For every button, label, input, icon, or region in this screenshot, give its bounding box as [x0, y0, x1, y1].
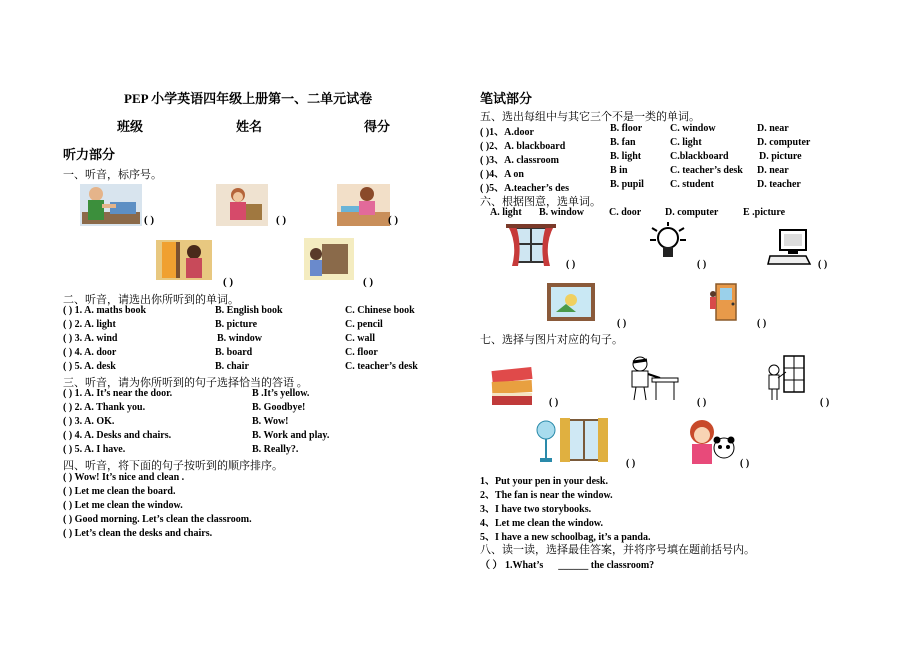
storybooks-picture [488, 363, 536, 407]
answer-paren[interactable]: ( ) [63, 514, 73, 525]
exam-title: PEP 小学英语四年级上册第一、二单元试卷 [124, 91, 373, 106]
section3-heading: 三、听音，请为你所听到的句子选择恰当的答语 。 [63, 377, 308, 389]
option-d: D. computer [757, 137, 811, 148]
option-a: A.door [504, 127, 534, 138]
question-row [63, 305, 146, 316]
question-row [480, 179, 569, 194]
option-b: B. Wow! [252, 416, 289, 427]
option-b: B in [610, 165, 628, 176]
sentence-text: Let me clean the board. [74, 486, 176, 497]
s6-answer-paren[interactable]: ( ) [697, 259, 707, 270]
option-b: B. English book [215, 305, 283, 316]
option-d: D. near [757, 123, 789, 134]
fill-blank[interactable]: ______ [558, 560, 589, 571]
s7-answer-paren[interactable]: ( ) [549, 397, 559, 408]
option-d: D. picture [759, 151, 802, 162]
section4-heading: 四、听音，将下面的句子按听到的顺序排序。 [63, 460, 283, 472]
question-number: 3、 [489, 155, 505, 166]
option-a: A on [504, 169, 524, 180]
question-row [63, 388, 172, 399]
question-number: 2. [74, 319, 83, 330]
answer-paren[interactable]: ( ) [63, 361, 73, 372]
s6-option: A. light [490, 207, 522, 218]
question-number: 2、 [489, 141, 505, 152]
option-a: A. door [84, 347, 117, 358]
question-number: 3. [74, 333, 83, 344]
answer-paren[interactable]: ( ) [63, 430, 73, 441]
question-number: 1、 [489, 127, 505, 138]
s6-option: E .picture [743, 207, 786, 218]
sentence-text: Good morning. Let’s clean the classroom. [74, 514, 252, 525]
question-row [480, 165, 524, 180]
girl-with-bag-picture [216, 184, 268, 226]
question-start: 1.What’s [505, 560, 544, 571]
cleaning-window-icon [764, 354, 806, 402]
question-row [63, 333, 117, 344]
answer-paren[interactable]: ( ) [63, 319, 73, 330]
sentence-row [63, 514, 252, 525]
option-a: A. Desks and chairs. [84, 430, 172, 441]
s1-answer-paren[interactable]: ( ) [363, 276, 374, 288]
name-label: 姓名 [236, 119, 263, 134]
option-b: B. light [610, 151, 642, 162]
option-a: A. classroom [504, 155, 559, 166]
s6-answer-paren[interactable]: ( ) [566, 259, 576, 270]
sentence-row [63, 500, 183, 511]
girl-with-panda-bag-picture [680, 418, 736, 466]
answer-paren[interactable]: ( ) [480, 155, 490, 166]
s6-answer-paren[interactable]: ( ) [757, 318, 767, 329]
question-row [63, 361, 116, 372]
fan-and-window-picture [530, 414, 610, 464]
window-picture [506, 224, 556, 268]
s6-option: B. window [539, 207, 585, 218]
option-c: C. student [670, 179, 714, 190]
girl-at-door-picture [156, 240, 212, 280]
answer-paren[interactable]: ( ) [480, 141, 490, 152]
sentence-item: 4、Let me clean the window. [480, 518, 604, 529]
option-c: C. window [670, 123, 716, 134]
option-d: D. near [757, 165, 789, 176]
option-a: A. light [84, 319, 116, 330]
s7-answer-paren[interactable]: ( ) [740, 458, 750, 469]
answer-paren[interactable]: ( ) [63, 472, 73, 483]
answer-paren[interactable]: ( ) [63, 305, 73, 316]
s7-answer-paren[interactable]: ( ) [820, 397, 830, 408]
option-c: C. light [670, 137, 702, 148]
question-row [480, 151, 559, 166]
option-b: B. chair [215, 361, 249, 372]
s1-answer-paren[interactable]: ( ) [276, 214, 287, 226]
section1-heading: 一、听音，标序号。 [63, 169, 162, 181]
answer-paren[interactable]: ( ) [63, 416, 73, 427]
question-row [63, 416, 114, 427]
score-label: 得分 [364, 119, 391, 134]
sentence-item: 5、I have a new schoolbag, it’s a panda. [480, 532, 651, 543]
sentence-text: Let’s clean the desks and chairs. [74, 528, 213, 539]
answer-paren[interactable]: ( ) [480, 127, 490, 138]
question-number: 5. [74, 444, 83, 455]
question-end: the classroom? [590, 560, 655, 571]
question-number: 5、 [489, 183, 505, 194]
s7-answer-paren[interactable]: ( ) [697, 397, 707, 408]
option-a: A. OK. [84, 416, 115, 427]
option-c: C. Chinese book [345, 305, 415, 316]
s1-answer-paren[interactable]: ( ) [388, 214, 399, 226]
boy-cleaning-picture [80, 184, 142, 226]
answer-paren[interactable]: ( ) [63, 486, 73, 497]
option-b: B. picture [215, 319, 258, 330]
sentence-item: 3、I have two storybooks. [480, 504, 592, 515]
sentence-row [63, 486, 176, 497]
option-c: C. wall [345, 333, 375, 344]
option-a: A. blackboard [504, 141, 566, 152]
question-number: 3. [74, 416, 83, 427]
class-label: 班级 [117, 119, 144, 134]
s8-question-row [480, 556, 654, 571]
answer-paren[interactable]: ( ) [480, 183, 490, 194]
question-number: 5. [74, 361, 83, 372]
answer-paren[interactable]: （ ） [480, 560, 503, 571]
answer-paren[interactable]: ( ) [63, 500, 73, 511]
section2-heading: 二、听音，请选出你所听到的单词。 [63, 294, 239, 306]
option-a: A. wind [84, 333, 118, 344]
listening-heading: 听力部分 [63, 147, 116, 162]
question-row [63, 444, 125, 455]
answer-paren[interactable]: ( ) [63, 402, 73, 413]
option-b: B. pupil [610, 179, 644, 190]
option-b: B .It’s yellow. [252, 388, 310, 399]
s6-answer-paren[interactable]: ( ) [617, 318, 627, 329]
s6-option: D. computer [665, 207, 719, 218]
girl-at-desk-picture [337, 184, 390, 226]
boy-at-desk-icon [616, 354, 680, 404]
question-row [63, 347, 116, 358]
sentence-row [63, 472, 184, 483]
cleaning-board-picture [304, 238, 354, 280]
option-c: C. teacher’s desk [345, 361, 418, 372]
question-number: 4. [74, 347, 83, 358]
question-number: 4. [74, 430, 83, 441]
sentence-text: Let me clean the window. [74, 500, 183, 511]
sentence-item: 2、The fan is near the window. [480, 490, 613, 501]
written-heading: 笔试部分 [480, 91, 533, 106]
question-number: 1. [74, 388, 83, 399]
s6-answer-paren[interactable]: ( ) [818, 259, 828, 270]
option-b: B. floor [610, 123, 643, 134]
option-b: B. Goodbye! [252, 402, 306, 413]
answer-paren[interactable]: ( ) [480, 169, 490, 180]
question-number: 1. [74, 305, 83, 316]
option-b: B. fan [610, 137, 636, 148]
sentence-text: Wow! It’s nice and clean . [74, 472, 185, 483]
option-b: B. Really?. [252, 444, 299, 455]
question-number: 4、 [489, 169, 505, 180]
computer-picture [766, 228, 812, 266]
option-c: C. pencil [345, 319, 383, 330]
question-row [63, 430, 171, 441]
answer-paren[interactable]: ( ) [63, 388, 73, 399]
option-a: A.teacher’s des [504, 183, 569, 194]
option-c: C. teacher’s desk [670, 165, 743, 176]
section5-heading: 五、选出每组中与其它三个不是一类的单词。 [480, 111, 700, 123]
s7-answer-paren[interactable]: ( ) [626, 458, 636, 469]
option-c: C.blackboard [670, 151, 729, 162]
sentence-item: 1、Put your pen in your desk. [480, 476, 608, 487]
framed-picture [546, 282, 596, 322]
question-row [480, 137, 565, 152]
question-row [63, 402, 145, 413]
light-bulb-icon [648, 222, 688, 266]
answer-paren[interactable]: ( ) [63, 333, 73, 344]
option-a: A. It’s near the door. [84, 388, 173, 399]
option-a: A. I have. [84, 444, 126, 455]
question-row [480, 123, 534, 138]
answer-paren[interactable]: ( ) [63, 528, 73, 539]
answer-paren[interactable]: ( ) [63, 444, 73, 455]
s6-option: C. door [609, 207, 642, 218]
option-b: B. window [217, 333, 263, 344]
option-a: A. maths book [84, 305, 147, 316]
option-b: B. board [215, 347, 253, 358]
s1-answer-paren[interactable]: ( ) [144, 214, 155, 226]
s1-answer-paren[interactable]: ( ) [223, 276, 234, 288]
option-d: D. teacher [757, 179, 801, 190]
option-a: A. Thank you. [84, 402, 146, 413]
option-c: C. floor [345, 347, 378, 358]
door-picture [710, 282, 742, 322]
option-b: B. Work and play. [252, 430, 330, 441]
sentence-row [63, 528, 212, 539]
question-row [63, 319, 116, 330]
question-number: 2. [74, 402, 83, 413]
section6-heading: 六、根据图意，选单词。 [480, 196, 601, 208]
section7-heading: 七、选择与图片对应的句子。 [480, 334, 623, 346]
answer-paren[interactable]: ( ) [63, 347, 73, 358]
section8-heading: 八、读一读，选择最佳答案，并将序号填在题前括号内。 [480, 544, 755, 556]
option-a: A. desk [84, 361, 116, 372]
